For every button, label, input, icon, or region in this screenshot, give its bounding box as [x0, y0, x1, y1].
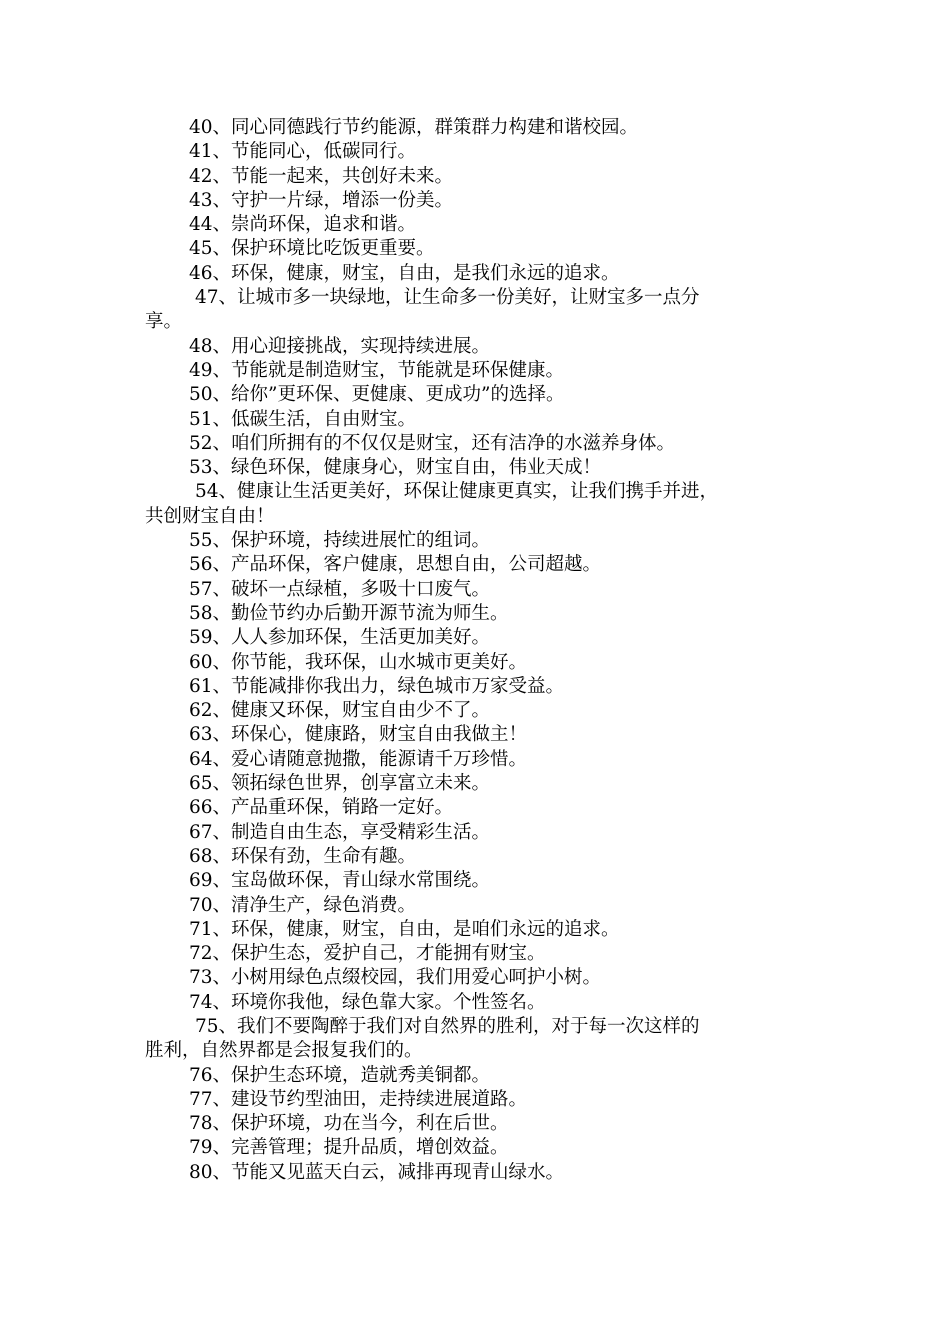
slogan-line: 71、环保，健康，财宝，自由，是咱们永远的追求。	[189, 918, 620, 940]
slogan-line: 78、保护环境，功在当今，利在后世。	[189, 1113, 509, 1135]
slogan-line: 59、人人参加环保，生活更加美好。	[189, 627, 491, 649]
slogan-line: 61、节能减排你我出力，绿色城市万家受益。	[189, 675, 565, 697]
slogan-line: 40、同心同德践行节约能源，群策群力构建和谐校园。	[189, 117, 639, 138]
slogan-line: 67、制造自由生态，享受精彩生活。	[189, 821, 491, 843]
slogan-line: 48、用心迎接挑战，实现持续进展。	[189, 335, 491, 357]
slogan-line: 75、我们不要陶醉于我们对自然界的胜利，对于每一次这样的	[195, 1015, 700, 1037]
slogan-line: 45、保护环境比吃饭更重要。	[189, 238, 435, 260]
slogan-line: 52、咱们所拥有的不仅仅是财宝，还有洁净的水滋养身体。	[189, 432, 676, 454]
slogan-line: 43、守护一片绿，增添一份美。	[189, 189, 454, 211]
slogan-line: 46、环保，健康，财宝，自由，是我们永远的追求。	[189, 262, 620, 284]
slogan-line: 69、宝岛做环保，青山绿水常围绕。	[189, 870, 491, 892]
slogan-line: 62、健康又环保，财宝自由少不了。	[189, 700, 491, 722]
slogan-line-continuation: 享。	[145, 311, 183, 333]
slogan-line: 53、绿色环保，健康身心，财宝自由，伟业天成！	[189, 457, 602, 479]
slogan-line: 56、产品环保，客户健康，思想自由，公司超越。	[189, 554, 602, 576]
slogan-line: 50、给你”更环保、更健康、更成功”的选择。	[189, 384, 565, 406]
slogan-line: 73、小树用绿色点缀校园，我们用爱心呵护小树。	[189, 967, 602, 989]
slogan-line: 80、节能又见蓝天白云，减排再现青山绿水。	[189, 1161, 565, 1183]
slogan-line: 55、保护环境，持续进展忙的组词。	[189, 530, 491, 552]
slogan-line: 58、勤俭节约办后勤开源节流为师生。	[189, 602, 509, 624]
slogan-line: 70、清净生产，绿色消费。	[189, 894, 417, 916]
slogan-line: 66、产品重环保，销路一定好。	[189, 797, 454, 819]
slogan-line: 72、保护生态，爱护自己，才能拥有财宝。	[189, 943, 546, 965]
slogan-line: 51、低碳生活，自由财宝。	[189, 408, 417, 430]
slogan-line: 44、崇尚环保，追求和谐。	[189, 214, 417, 236]
slogan-line: 64、爱心请随意抛撒，能源请千万珍惜。	[189, 748, 528, 770]
slogan-line: 41、节能同心，低碳同行。	[189, 141, 417, 163]
slogan-line: 79、完善管理；提升品质，增创效益。	[189, 1137, 509, 1159]
slogan-line: 74、环境你我他，绿色靠大家。个性签名。	[189, 991, 546, 1013]
slogan-line-continuation: 胜利，自然界都是会报复我们的。	[145, 1040, 423, 1062]
slogan-line: 76、保护生态环境，造就秀美铜都。	[189, 1064, 491, 1086]
slogan-line: 57、破坏一点绿植，多吸十口废气。	[189, 578, 491, 600]
slogan-line: 54、健康让生活更美好，环保让健康更真实，让我们携手并进，	[195, 481, 719, 503]
slogan-line: 77、建设节约型油田，走持续进展道路。	[189, 1088, 528, 1110]
slogan-line-continuation: 共创财宝自由！	[145, 505, 275, 527]
slogan-line: 60、你节能，我环保，山水城市更美好。	[189, 651, 528, 673]
slogan-line: 68、环保有劲，生命有趣。	[189, 845, 417, 867]
slogan-line: 63、环保心，健康路，财宝自由我做主！	[189, 724, 528, 746]
slogan-line: 42、节能一起来，共创好未来。	[189, 165, 454, 187]
slogan-line: 65、领拓绿色世界，创享富立未来。	[189, 773, 491, 795]
slogan-line: 47、让城市多一块绿地，让生命多一份美好，让财宝多一点分	[195, 287, 700, 309]
slogan-line: 49、节能就是制造财宝，节能就是环保健康。	[189, 359, 565, 381]
slogan-list	[145, 116, 815, 1185]
